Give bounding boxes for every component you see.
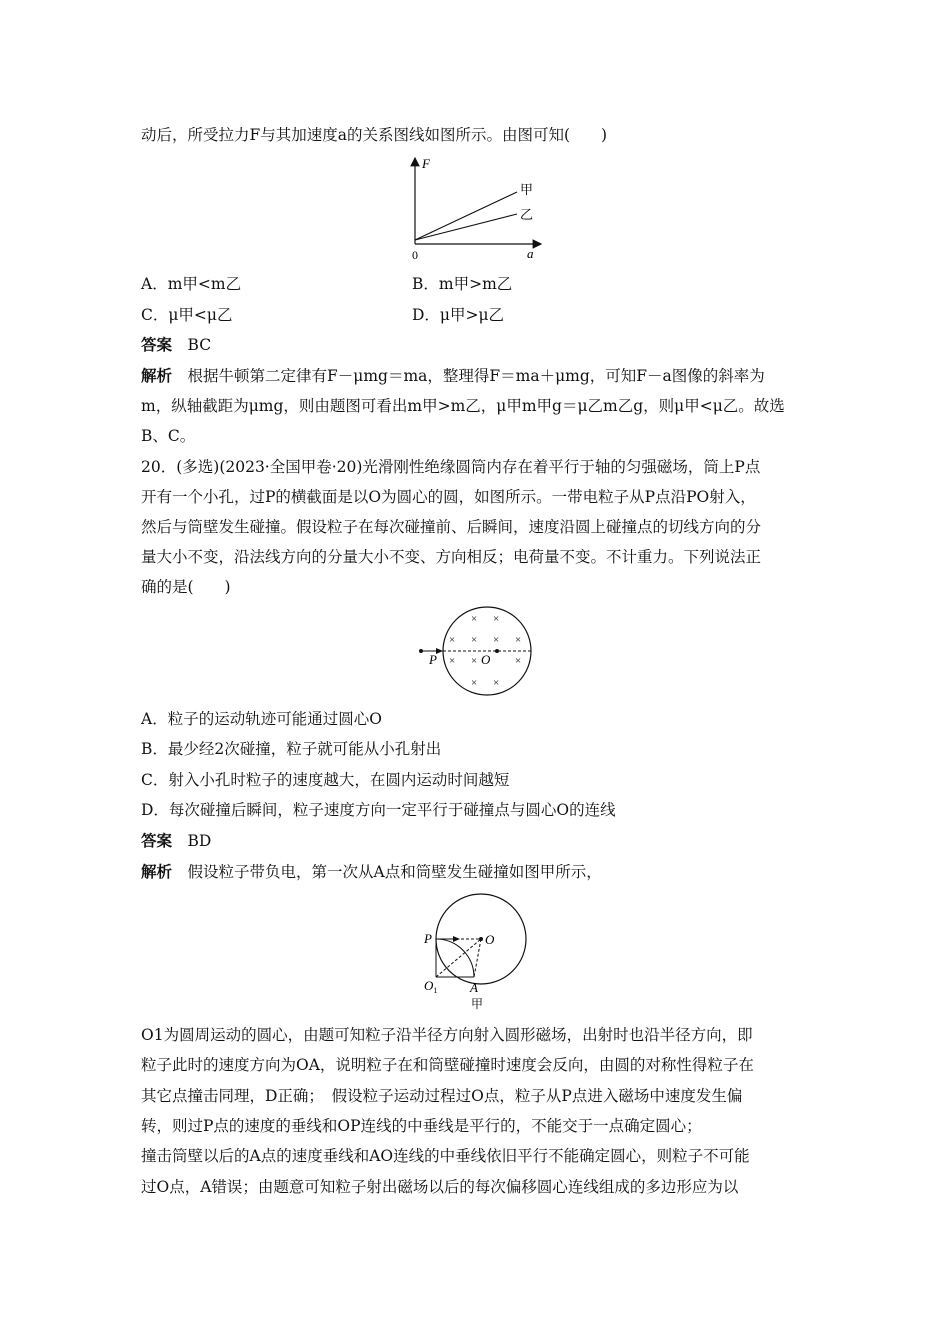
q20-option-b: B．最少经2次碰撞，粒子就可能从小孔射出 bbox=[141, 740, 442, 758]
center-dot bbox=[495, 649, 499, 653]
q20-analysis-line-2: 粒子此时的速度方向为OA，说明粒子在和筒壁碰撞时速度会反向，由圆的对称性得粒子在 bbox=[141, 1056, 754, 1074]
q19-option-b: B．m甲>m乙 bbox=[412, 275, 513, 293]
svg-text:×: × bbox=[493, 634, 500, 646]
q20-stem-line-4: 量大小不变，沿法线方向的分量大小不变、方向相反；电荷量不变。不计重力。下列说法正 bbox=[141, 548, 762, 566]
q20-analysis-line-6: 过O点，A错误；由题意可知粒子射出磁场以后的每次偏移圆心连线组成的多边形应为以 bbox=[141, 1178, 739, 1196]
svg-text:×: × bbox=[449, 634, 456, 646]
q19-option-d: D．μ甲>μ乙 bbox=[412, 306, 505, 324]
line-jia bbox=[415, 192, 517, 240]
svg-text:×: × bbox=[493, 613, 500, 625]
chord-o1-o bbox=[436, 939, 481, 977]
q20-option-a: A．粒子的运动轨迹可能通过圆心O bbox=[141, 710, 382, 728]
q19-analysis-line-3: B、C。 bbox=[141, 427, 196, 445]
line-o-a bbox=[474, 939, 481, 977]
line-yi-label: 乙 bbox=[520, 207, 534, 222]
x-axis-label: a bbox=[527, 246, 534, 261]
q19-option-c: C．μ甲<μ乙 bbox=[141, 306, 233, 324]
q20-option-c: C．射入小孔时粒子的速度越大，在圆内运动时间越短 bbox=[141, 771, 510, 789]
svg-text:×: × bbox=[471, 613, 478, 625]
y-axis-label: F bbox=[422, 156, 430, 171]
svg-text:×: × bbox=[471, 677, 478, 689]
svg-text:×: × bbox=[515, 634, 522, 646]
cylinder-circle bbox=[443, 607, 531, 695]
svg-text:×: × bbox=[471, 634, 478, 646]
label-o: O bbox=[481, 652, 491, 667]
q20-answer-line bbox=[141, 831, 211, 851]
q19-analysis-line-1: 解析 根据牛顿第二定律有F－μmg＝ma，整理得F＝ma＋μmg，可知F－a图像的斜率为 bbox=[141, 366, 765, 385]
analysis-label: 解析 bbox=[141, 366, 173, 385]
trajectory-arc bbox=[436, 939, 474, 977]
q20-analysis-line-4: 转，则过P点的速度的垂线和OP连线的中垂线是平行的，不能交于一点确定圆心； bbox=[141, 1117, 702, 1135]
q20-stem-line-1: 20．(多选)(2023·全国甲卷·20)光滑刚性绝缘圆筒内存在着平行于轴的匀强磁场，筒上P点 bbox=[141, 458, 761, 476]
svg-text:×: × bbox=[471, 655, 478, 667]
figure-caption: 甲 bbox=[471, 997, 484, 1011]
label-a: A bbox=[470, 980, 478, 995]
line-jia-label: 甲 bbox=[520, 182, 534, 197]
svg-text:×: × bbox=[515, 655, 522, 667]
answer-label: 答案 bbox=[141, 831, 173, 850]
label-o1: $O_1$ bbox=[424, 978, 438, 995]
q20-stem-line-2: 开有一个小孔，过P的横截面是以O为圆心的圆，如图所示。一带电粒子从P点沿PO射入， bbox=[141, 488, 756, 506]
answer-value: BC bbox=[187, 336, 212, 354]
q20-stem-line-5: 确的是( ) bbox=[141, 578, 231, 596]
label-p: P bbox=[424, 931, 432, 946]
q19-analysis-line-2: m，纵轴截距为μmg，则由题图可看出m甲>m乙，μ甲m甲g＝μ乙m乙g，则μ甲<μ乙。故选 bbox=[141, 397, 785, 415]
f-a-graph bbox=[395, 152, 555, 268]
svg-text:×: × bbox=[449, 655, 456, 667]
q20-analysis-line-3: 其它点撞击同理，D正确； 假设粒子运动过程过O点，粒子从P点进入磁场中速度发生偏 bbox=[141, 1087, 743, 1105]
q20-stem-line-3: 然后与筒壁发生碰撞。假设粒子在每次碰撞前、后瞬间，速度沿圆上碰撞点的切线方向的分 bbox=[141, 518, 762, 536]
cylinder-field-figure bbox=[414, 604, 544, 704]
q19-answer-line bbox=[141, 335, 211, 355]
origin-label: 0 bbox=[412, 248, 418, 262]
label-p: P bbox=[429, 652, 437, 667]
label-o: O bbox=[485, 932, 495, 947]
q19-stem-tail: 动后，所受拉力F与其加速度a的关系图线如图所示。由图可知( ) bbox=[141, 126, 608, 144]
svg-text:×: × bbox=[493, 677, 500, 689]
q20-analysis-line-5: 撞击筒壁以后的A点的速度垂线和AO连线的中垂线依旧平行不能确定圆心，则粒子不可能 bbox=[141, 1147, 750, 1165]
answer-value: BD bbox=[187, 832, 212, 850]
q19-option-a: A．m甲<m乙 bbox=[141, 275, 242, 293]
q20-analysis-intro: 解析 假设粒子带负电，第一次从A点和筒壁发生碰撞如图甲所示， bbox=[141, 862, 602, 881]
answer-label: 答案 bbox=[141, 335, 173, 354]
analysis-label: 解析 bbox=[141, 862, 173, 881]
trajectory-figure-jia bbox=[418, 884, 538, 1020]
q20-analysis-line-1: O1为圆周运动的圆心，由题可知粒子沿半径方向射入圆形磁场，出射时也沿半径方向，即 bbox=[141, 1026, 753, 1044]
line-yi bbox=[415, 214, 517, 240]
q20-option-d: D．每次碰撞后瞬间，粒子速度方向一定平行于碰撞点与圆心O的连线 bbox=[141, 801, 616, 819]
